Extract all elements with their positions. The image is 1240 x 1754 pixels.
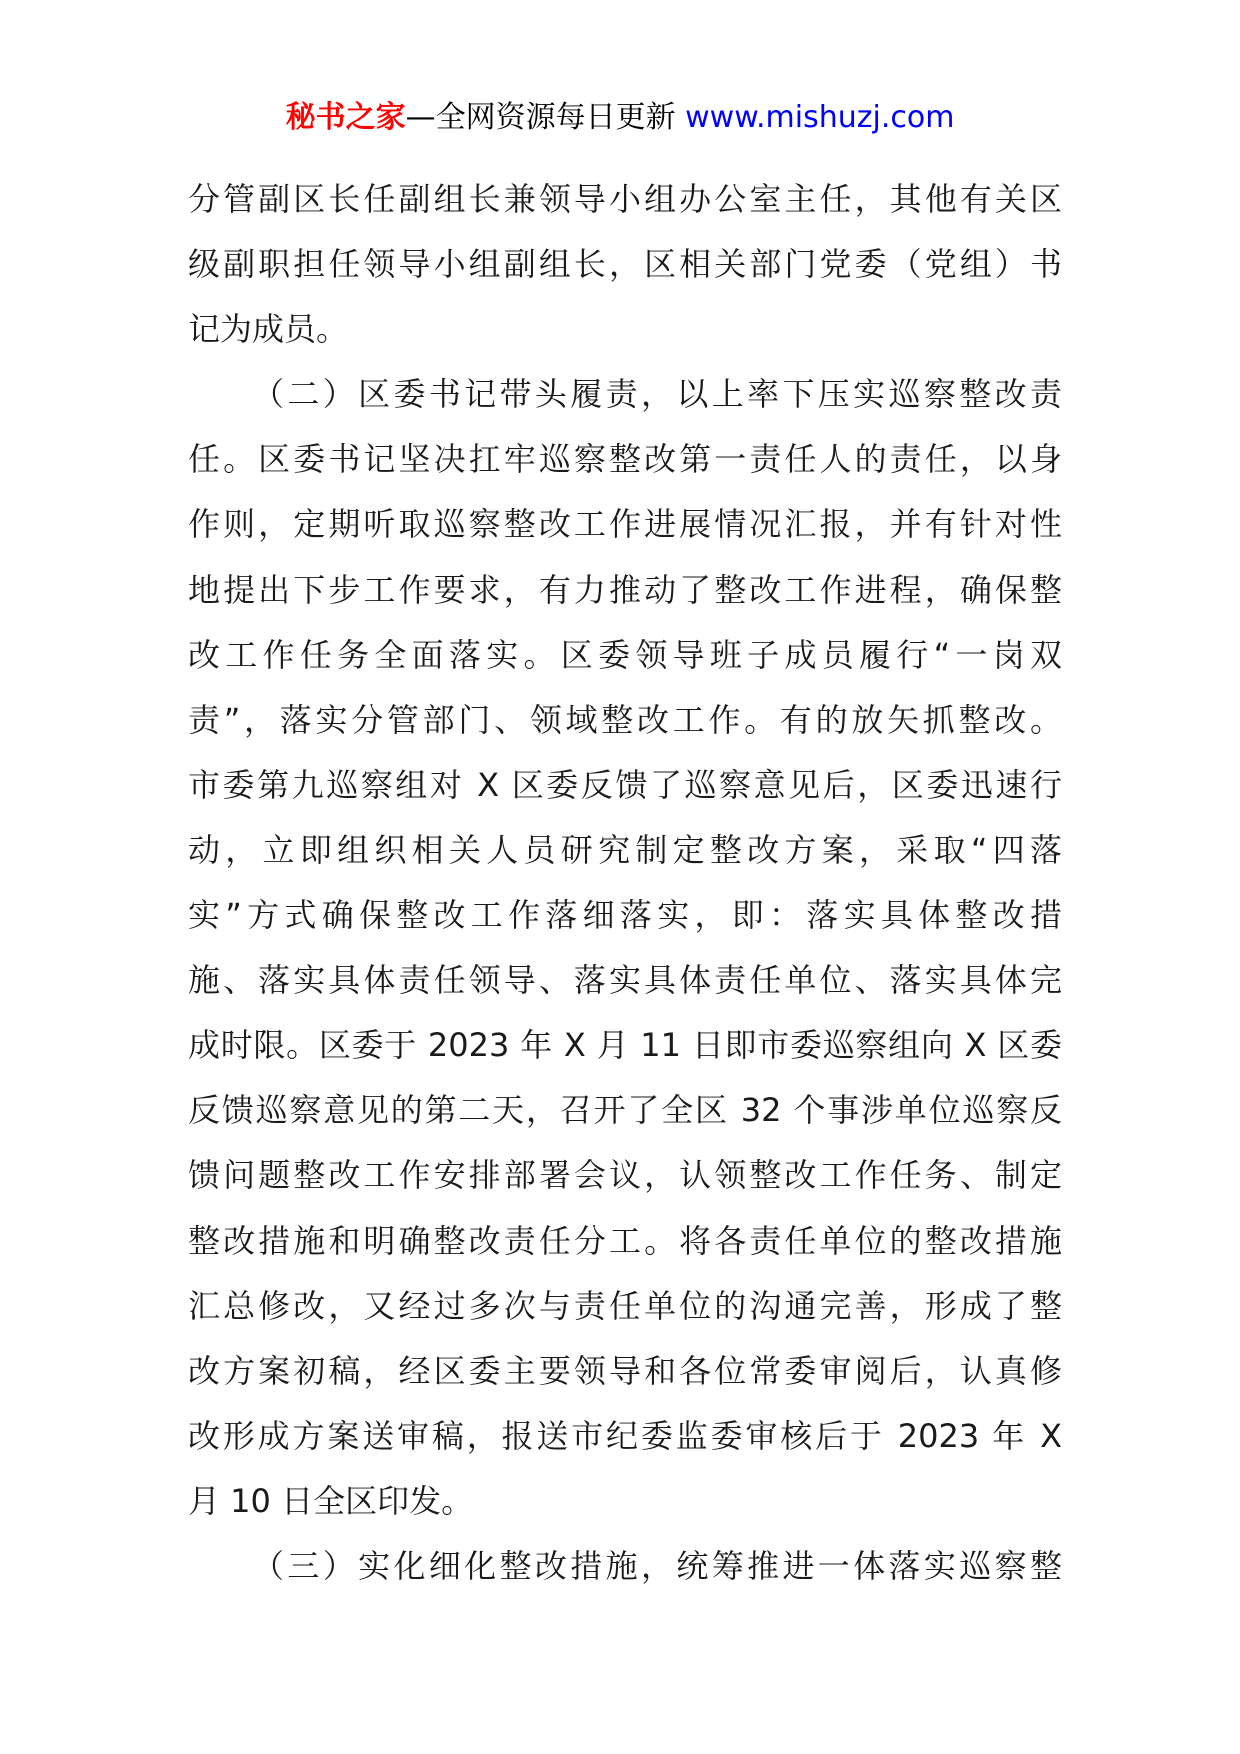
document-body — [188, 167, 1062, 1599]
site-slogan: —全网资源每日更新 — [405, 100, 686, 135]
section-heading-line: （三）实化细化整改措施，统筹推进一体落实巡察整 — [252, 1546, 1062, 1585]
text-line: 分管副区长任副组长兼领导小组办公室主任，其他有关区 — [188, 180, 1062, 218]
text-line: 整改措施和明确整改责任分工。将各责任单位的整改措施 — [188, 1221, 1062, 1260]
site-url-link[interactable]: www.mishuzj.com — [685, 100, 955, 135]
text-line: 动，立即组织相关人员研究制定整改方案，采取“四落 — [188, 830, 1062, 869]
text-line: 汇总修改，又经过多次与责任单位的沟通完善，形成了整 — [188, 1286, 1062, 1325]
text-line: 级副职担任领导小组副组长，区相关部门党委（党组）书 — [188, 245, 1062, 284]
text-line: 责”，落实分管部门、领域整改工作。有的放矢抓整改。 — [188, 700, 1062, 739]
text-line: 改方案初稿，经区委主要领导和各位常委审阅后，认真修 — [188, 1351, 1062, 1390]
text-line: 施、落实具体责任领导、落实具体责任单位、落实具体完 — [188, 961, 1062, 1000]
text-line: 实”方式确保整改工作落细落实，即：落实具体整改措 — [188, 896, 1062, 935]
text-line: 市委第九巡察组对 X 区委反馈了巡察意见后，区委迅速行 — [188, 765, 1062, 804]
text-line: 地提出下步工作要求，有力推动了整改工作进程，确保整 — [188, 570, 1062, 609]
site-brand: 秘书之家 — [285, 100, 406, 135]
text-line: 改形成方案送审稿，报送市纪委监委审核后于 2023 年 X — [188, 1416, 1062, 1455]
text-line: 作则，定期听取巡察整改工作进展情况汇报，并有针对性 — [188, 505, 1062, 544]
section-heading-line: （二）区委书记带头履责，以上率下压实巡察整改责 — [252, 375, 1062, 414]
text-line: 任。区委书记坚决扛牢巡察整改第一责任人的责任，以身 — [188, 440, 1062, 479]
text-line: 馈问题整改工作安排部署会议，认领整改工作任务、制定 — [188, 1156, 1062, 1195]
site-header — [0, 98, 1240, 138]
text-line: 反馈巡察意见的第二天，召开了全区 32 个事涉单位巡察反 — [188, 1091, 1062, 1130]
text-line: 成时限。区委于 2023 年 X 月 11 日即市委巡察组向 X 区委 — [188, 1026, 1062, 1065]
text-line: 改工作任务全面落实。区委领导班子成员履行“一岗双 — [188, 635, 1062, 674]
text-line: 月 10 日全区印发。 — [188, 1481, 474, 1520]
text-line: 记为成员。 — [188, 310, 349, 349]
